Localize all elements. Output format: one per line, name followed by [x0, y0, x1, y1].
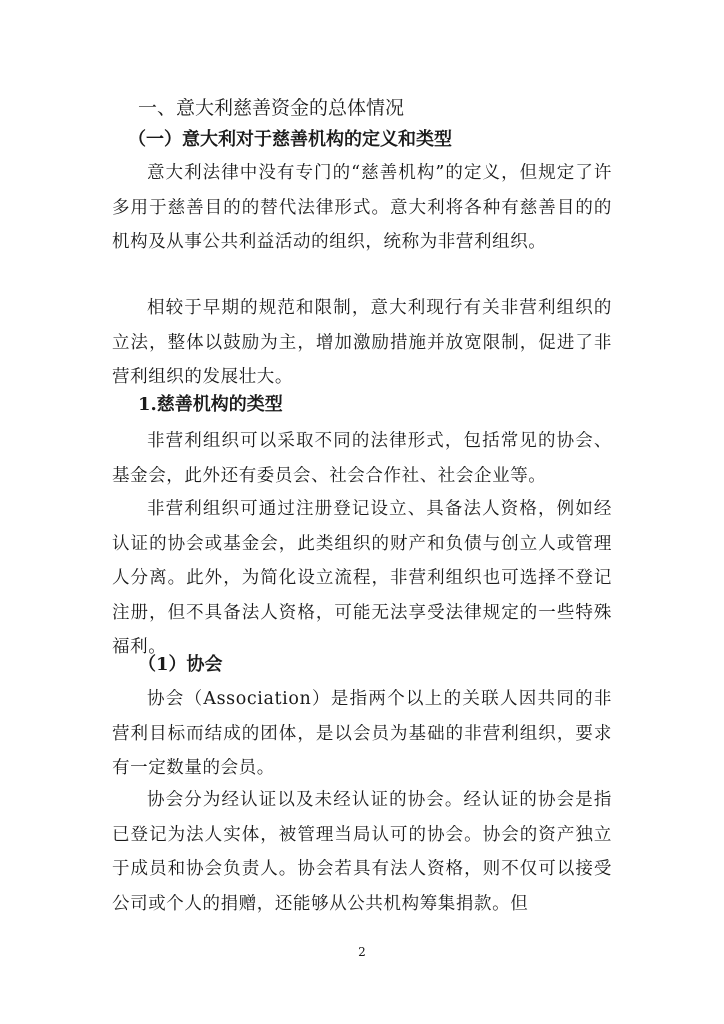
paragraph-association-definition: 协会（Association）是指两个以上的关联人因共同的非营利目标而结成的团体，是以会员为基础的非营利组织，要求有一定数量的会员。 — [112, 689, 612, 778]
paragraph-definition: 意大利法律中没有专门的“慈善机构”的定义，但规定了许多用于慈善目的的替代法律形式。意大利将各种有慈善目的的机构及从事公共利益活动的组织，统称为非营利组织。 — [112, 163, 612, 252]
paragraph-legal-forms: 非营利组织可以采取不同的法律形式，包括常见的协会、基金会，此外还有委员会、社会合作社、社会企业等。 — [112, 431, 612, 486]
subsection-heading: （一）意大利对于慈善机构的定义和类型 — [128, 129, 452, 150]
section-heading: 一、意大利慈善资金的总体情况 — [138, 97, 405, 119]
paragraph-registration: 非营利组织可通过注册登记设立、具备法人资格，例如经认证的协会或基金会，此类组织的财产和负债与创立人或管理人分离。此外，为简化设立流程，非营利组织也可选择不登记注册，但不具备法人资格，可能无法享受法律规定的一些特殊福利。 — [112, 499, 612, 657]
paragraph-association-types: 协会分为经认证以及未经认证的协会。经认证的协会是指已登记为法人实体，被管理当局认可的协会。协会的资产独立于成员和协会负责人。协会若具有法人资格，则不仅可以接受公司或个人的捐赠，还能够从公共机构筹集捐款。但 — [112, 790, 612, 914]
paragraph-legislation: 相较于早期的规范和限制，意大利现行有关非营利组织的立法，整体以鼓励为主，增加激励措施并放宽限制，促进了非营利组织的发展壮大。 — [112, 298, 612, 387]
subheading-types: 1.慈善机构的类型 — [138, 394, 283, 415]
subheading-association: （1）协会 — [138, 654, 223, 675]
page-number: 2 — [358, 945, 366, 959]
